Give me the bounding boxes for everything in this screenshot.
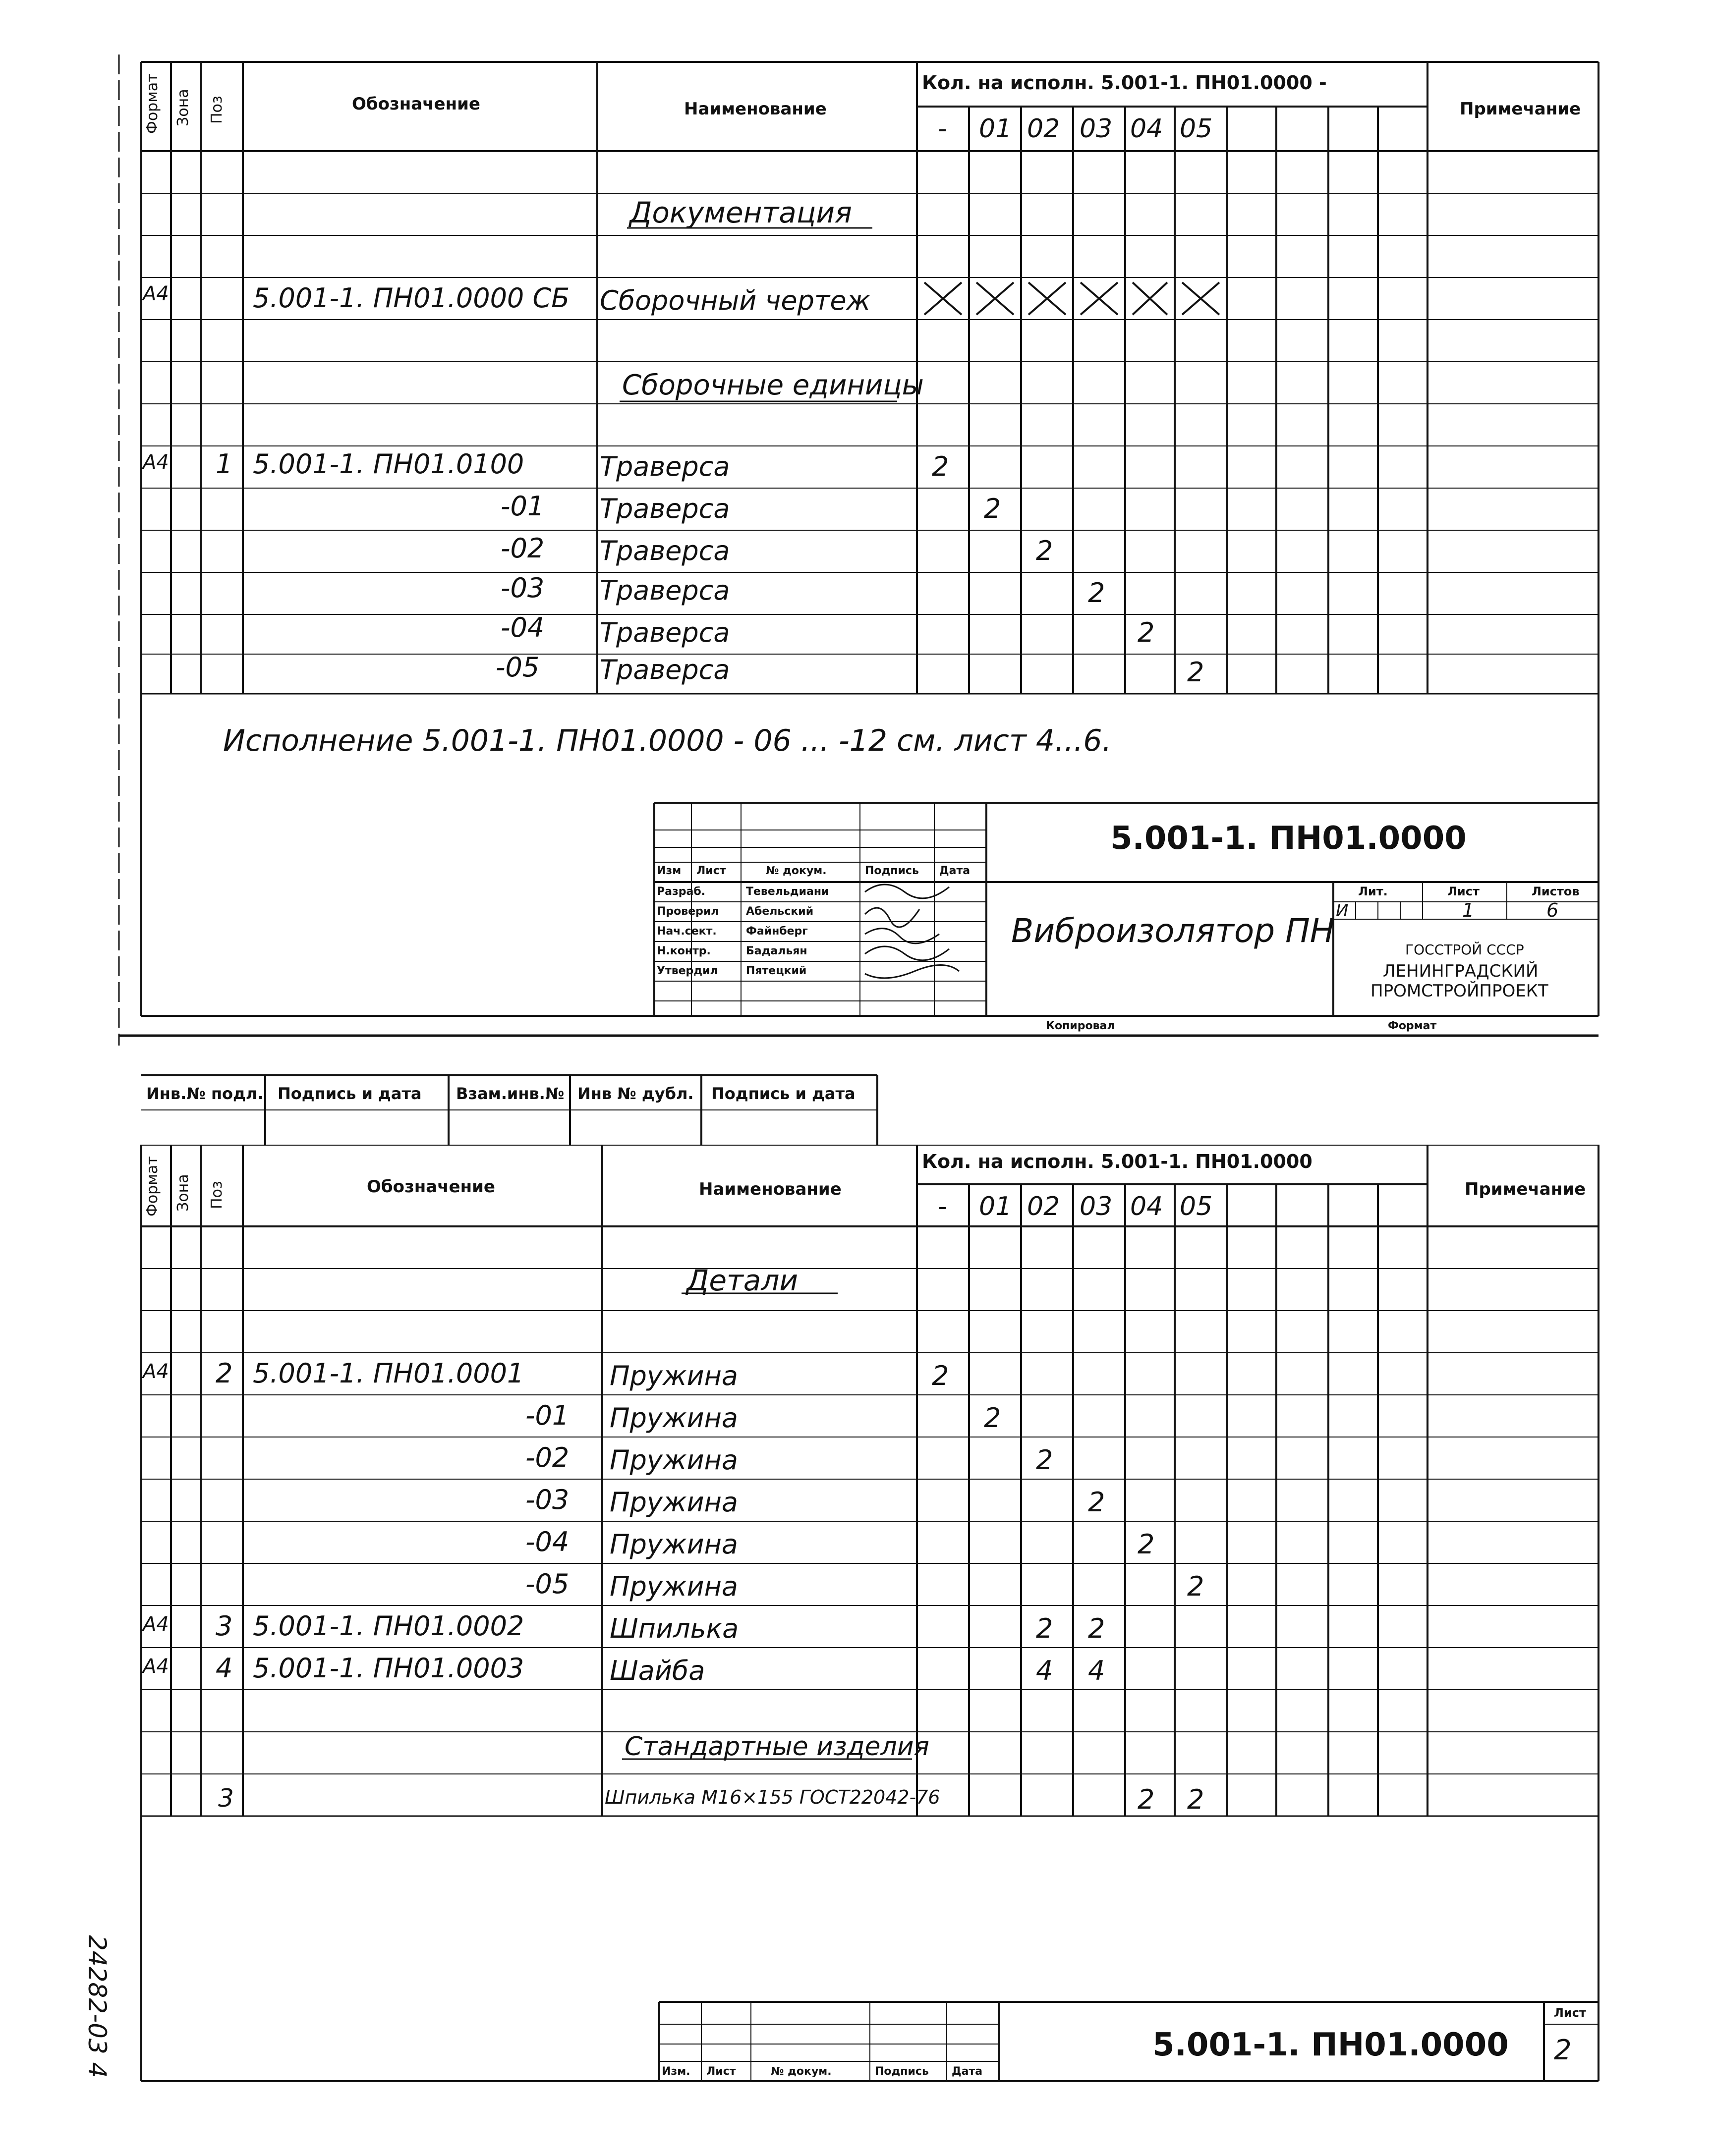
title-block-product-name: Виброизолятор ПН	[1011, 912, 1335, 950]
row-designation: -03	[525, 1484, 570, 1515]
row-qty: 2	[1036, 1613, 1053, 1644]
header-zone: Зона	[174, 1174, 192, 1212]
variant-header: 02	[1027, 1192, 1060, 1221]
row-designation: 5.001-1. ПН01.0003	[253, 1653, 524, 1684]
row-designation: -02	[501, 533, 545, 564]
header-name: Наименование	[684, 99, 827, 119]
staff-name: Бадальян	[746, 945, 807, 957]
row-qty: 2	[1036, 1444, 1053, 1476]
archive-label: Инв № дубл.	[577, 1084, 694, 1103]
row-format: А4	[143, 1655, 169, 1678]
row-qty: 2	[1088, 577, 1105, 608]
row-name: Пружина	[610, 1529, 738, 1560]
row-qty: 2	[1138, 617, 1155, 648]
format-label: Формат	[1388, 1020, 1437, 1032]
row-qty: 2	[1088, 1487, 1105, 1518]
archive-label: Подпись и дата	[278, 1084, 422, 1103]
row-designation: -05	[525, 1568, 570, 1600]
variant-header: 04	[1130, 1192, 1163, 1221]
archive-strip	[0, 1046, 1713, 1160]
row-name: Пружина	[610, 1571, 738, 1602]
staff-name: Тевельдиани	[746, 885, 829, 898]
row-name: Траверса	[600, 493, 730, 524]
staff-role: Н.контр.	[657, 945, 711, 957]
row-format: А4	[143, 1613, 169, 1636]
header-note: Примечание	[1465, 1179, 1586, 1199]
header-designation: Обозначение	[352, 94, 480, 114]
tb-col-izm: Изм.	[662, 2065, 690, 2078]
row-name: Пружина	[610, 1444, 738, 1476]
section-details: Детали	[686, 1264, 799, 1297]
variant-header: -	[938, 1192, 947, 1221]
variant-header: 03	[1080, 114, 1113, 144]
title-block-doc-code: 5.001-1. ПН01.0000	[1110, 820, 1467, 857]
row-qty: 2	[1138, 1784, 1155, 1815]
title-block-sheets-value: 6	[1546, 899, 1559, 921]
tb-col-list: Лист	[696, 865, 726, 877]
doc-row-format: А4	[143, 282, 169, 305]
section-documentation: Документация	[629, 196, 852, 229]
row-designation: -01	[525, 1400, 570, 1431]
staff-role: Разраб.	[657, 885, 706, 898]
title-block-org-2: ЛЕНИНГРАДСКИЙ	[1383, 961, 1539, 981]
title-block-lit-label: Лит.	[1358, 885, 1388, 898]
variant-header: 01	[979, 1192, 1012, 1221]
variant-header: -	[938, 114, 947, 144]
staff-role: Утвердил	[657, 965, 718, 977]
variant-header: 01	[979, 114, 1012, 144]
header-note: Примечание	[1460, 99, 1581, 119]
row-designation: 5.001-1. ПН01.0100	[253, 448, 524, 480]
tb-col-izm: Изм	[657, 865, 682, 877]
header-qty-title: Кол. на исполн. 5.001-1. ПН01.0000	[922, 1151, 1313, 1172]
row-pos: 4	[216, 1653, 233, 1684]
row-designation: -04	[501, 612, 545, 643]
header-pos: Поз	[208, 96, 226, 124]
title-block-org-3: ПРОМСТРОЙПРОЕКТ	[1370, 981, 1548, 1001]
staff-name: Пятецкий	[746, 965, 807, 977]
tb-col-date: Дата	[952, 2065, 983, 2078]
sheet-2-specification	[0, 1145, 1713, 2106]
header-qty-title: Кол. на исполн. 5.001-1. ПН01.0000 -	[922, 72, 1327, 94]
staff-name: Файнберг	[746, 925, 808, 938]
title-block-doc-code: 5.001-1. ПН01.0000	[1152, 2027, 1509, 2063]
row-name: Пружина	[610, 1360, 738, 1391]
row-qty: 4	[1036, 1655, 1053, 1686]
row-format: А4	[143, 1360, 169, 1383]
row-designation: -04	[525, 1526, 570, 1557]
title-block-lit-value: И	[1336, 901, 1349, 921]
row-designation: 5.001-1. ПН01.0002	[253, 1610, 524, 1642]
row-qty: 2	[1138, 1529, 1155, 1560]
title-block-sheet-label: Лист	[1554, 2006, 1586, 2020]
title-block-sheet-label: Лист	[1447, 885, 1480, 898]
staff-name: Абельский	[746, 905, 814, 918]
variant-header: 03	[1080, 1192, 1113, 1221]
copied-label: Копировал	[1046, 1020, 1115, 1032]
header-zone: Зона	[174, 89, 192, 126]
row-qty: 4	[1088, 1655, 1105, 1686]
tb-col-sign: Подпись	[865, 865, 919, 877]
row-designation: -03	[501, 572, 545, 604]
staff-role: Нач.сект.	[657, 925, 717, 938]
title-block-sheet-value: 2	[1554, 2034, 1572, 2066]
row-qty: 2	[932, 1360, 949, 1391]
variant-header: 04	[1130, 114, 1163, 144]
title-block-sheets-label: Листов	[1532, 885, 1580, 898]
row-name: Траверса	[600, 451, 730, 482]
row-designation: -05	[496, 652, 540, 683]
tb-col-doc: № докум.	[766, 865, 827, 877]
row-designation: -02	[525, 1442, 570, 1473]
variant-header: 05	[1180, 1192, 1213, 1221]
section-assembly-units: Сборочные единицы	[622, 369, 924, 401]
header-format: Формат	[144, 1156, 161, 1216]
row-designation: -01	[501, 491, 545, 522]
side-stamp: 24282-03 4	[83, 1935, 112, 2078]
tb-col-date: Дата	[939, 865, 971, 877]
std-row-name: Шпилька М16×155 ГОСТ22042-76	[605, 1786, 940, 1808]
variant-header: 05	[1180, 114, 1213, 144]
header-name: Наименование	[699, 1179, 842, 1199]
title-block-sheet-value: 1	[1462, 899, 1475, 921]
row-name: Траверса	[600, 654, 730, 685]
row-format: А4	[143, 451, 169, 474]
sheet-1-specification	[0, 0, 1713, 1046]
row-name: Траверса	[600, 535, 730, 566]
row-name: Шпилька	[610, 1613, 739, 1644]
archive-label: Подпись и дата	[711, 1084, 856, 1103]
header-designation: Обозначение	[367, 1177, 495, 1197]
row-name: Пружина	[610, 1487, 738, 1518]
header-format: Формат	[144, 73, 161, 134]
execution-note: Исполнение 5.001-1. ПН01.0000 - 06 ... -12 см. лист 4...6.	[223, 723, 1112, 758]
doc-row-designation: 5.001-1. ПН01.0000 СБ	[253, 282, 570, 314]
variant-header: 02	[1027, 114, 1060, 144]
header-pos: Поз	[208, 1181, 226, 1209]
tb-col-list: Лист	[706, 2065, 736, 2078]
row-name: Пружина	[610, 1402, 738, 1434]
row-qty: 2	[1187, 1784, 1204, 1815]
section-standard: Стандартные изделия	[625, 1732, 929, 1762]
signatures	[865, 885, 959, 978]
archive-label: Взам.инв.№	[456, 1084, 565, 1103]
row-qty: 2	[984, 1402, 1001, 1434]
row-qty: 2	[1187, 657, 1204, 688]
std-row-pos: 3	[218, 1784, 234, 1813]
tb-col-sign: Подпись	[875, 2065, 929, 2078]
row-qty: 2	[1088, 1613, 1105, 1644]
row-pos: 1	[216, 448, 233, 480]
row-name: Траверса	[600, 575, 730, 606]
row-qty: 2	[1187, 1571, 1204, 1602]
tb-col-doc: № докум.	[771, 2065, 832, 2078]
archive-label: Инв.№ подл.	[146, 1084, 264, 1103]
row-qty: 2	[1036, 535, 1053, 566]
title-block-org-1: ГОССТРОЙ СССР	[1405, 941, 1524, 958]
doc-row-name: Сборочный чертеж	[600, 285, 871, 316]
row-pos: 2	[216, 1358, 233, 1389]
row-pos: 3	[216, 1610, 233, 1642]
row-name: Траверса	[600, 617, 730, 648]
row-qty: 2	[984, 493, 1001, 524]
row-designation: 5.001-1. ПН01.0001	[253, 1358, 524, 1389]
row-qty: 2	[932, 451, 949, 482]
row-name: Шайба	[610, 1655, 705, 1686]
staff-role: Проверил	[657, 905, 719, 918]
